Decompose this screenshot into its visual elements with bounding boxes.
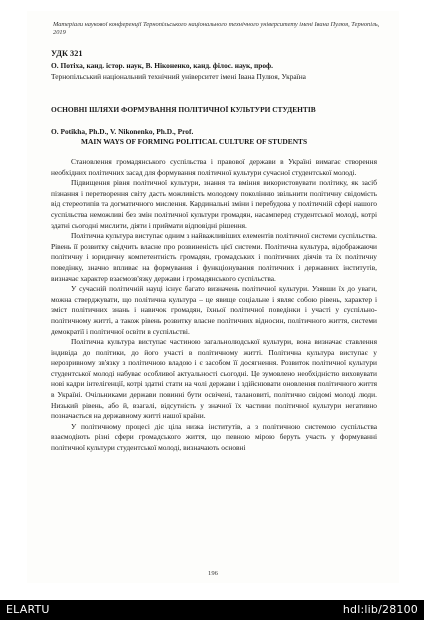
handle-identifier[interactable]: hdl:lib/28100 (342, 603, 418, 616)
paragraph: Політична культура виступає одним з найважливіших елементів політичної системи суспільства. Рівень її розвитку свідчить власне про розвиненість цієї системи. Політична культура, відображаючи політичну і юридичну компетентність громадян, громадських і політичних діячів та їх політичну поведінку, значно впливає на формування і функціонування політичних і державних інститутів, визначає характер взаємозв'язку держави і громадянського суспільства. (51, 231, 377, 283)
document-page (27, 11, 399, 583)
authors-ukrainian: О. Потіха, канд. істор. наук, В. Ніконенко, канд. філос. наук, проф. (51, 61, 273, 70)
page-number: 196 (208, 570, 218, 577)
repository-name: ELARTU (6, 603, 50, 616)
article-body (51, 157, 377, 454)
affiliation: Тернопільський національний технічний університет імені Івана Пулюя, Україна (51, 72, 306, 81)
repository-footer (0, 600, 424, 620)
paragraph: Підвищення рівня політичної культури, знання та вміння використовувати політику, як засіб пізнання і перетворення світу дасть можливість молодому поколінню звільнити політичну свідомість від стереотипів та догматичного мислення. Кардинальні зміни і перебудова у політичній сфері нашого суспільства неможливі без змін політичної культури громадян, насамперед студентської молоді, котрі здатні сьогодні мислити, діяти і приймати відповідні рішення. (51, 178, 377, 230)
title-ukrainian: ОСНОВНІ ШЛЯХИ ФОРМУВАННЯ ПОЛІТИЧНОЇ КУЛЬТУРИ СТУДЕНТІВ (51, 105, 316, 114)
running-head: Матеріали наукової конференції Тернопільського національного технічного університету імені Івана Пулюя, Тернопіль, 2019 (53, 21, 380, 36)
paragraph: У політичному процесі діє ціла низка інститутів, а з політичною системою суспільства взаємодіють різні сфери громадського життя, що певною мірою беруть участь у формуванні політичної культури студентської молоді, визначають основні (51, 421, 377, 453)
authors-english: O. Potikha, Ph.D., V. Nikonenko, Ph.D., Prof. (51, 127, 194, 136)
title-english: MAIN WAYS OF FORMING POLITICAL CULTURE OF STUDENTS (81, 137, 308, 146)
paragraph: Становлення громадянського суспільства і правової держави в Україні вимагає створення необхідних політичних засад для формування політичної культури сучасної студентської молоді. (51, 157, 377, 177)
paragraph: У сучасній політичній науці існує багато визначень політичної культури. Узявши їх до уваги, можна стверджувати, що політична культура – це явище соціальне і являє собою рівень, характер і зміст політичних знань і навичок громадян, їхньої політичної поведінки і участі у суспільно-політичному житті, а також рівень розвитку власне політичних відносин, політичного життя, системи демократії і політичної освіти в суспільстві. (51, 284, 377, 336)
paragraph: Політична культура виступає частиною загальнолюдської культури, вона визначає ставлення індивіда до політики, до його участі в політичному житті. Політична культура виступає у нерозривному зв'язку з політичною владою і є засобом її досягнення. Розвиток політичної культури студентської молоді набуває особливої актуальності сьогодні. Це зумовлено необхідністю виховувати нові кадри інтелігенції, котрі здатні стати на чолі держави і здійснювати оновлення політичного життя в Україні. Очільниками держави повинні бути освічені, талановиті, політично свідомі молоді люди. Низький рівень, або й, взагалі, відсутність у значної їх частини політичної культури негативно позначається на державному житті нашої країни. (51, 337, 377, 421)
udc-code: УДК 321 (51, 49, 83, 58)
